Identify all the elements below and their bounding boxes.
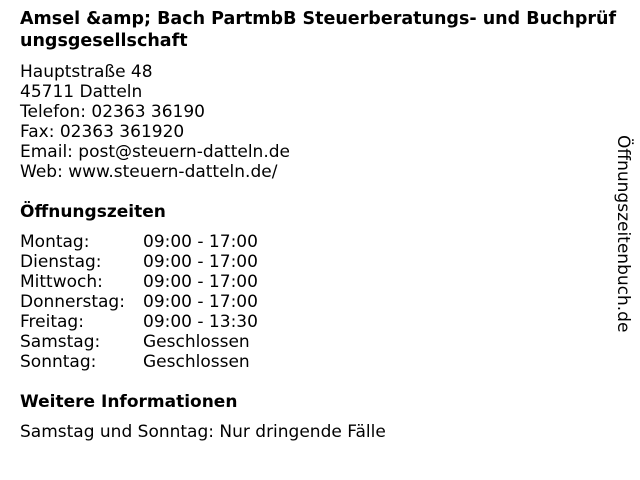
city-address: 45711 Datteln (20, 82, 143, 102)
fax-number: Fax: 02363 361920 (20, 122, 185, 142)
hours-row (20, 352, 620, 372)
hours-row (20, 252, 620, 272)
hours-time: 09:00 - 17:00 (143, 272, 258, 292)
business-name: Amsel &amp; Bach PartmbB Steuerberatungs- und Buchprüfungsgesellschaft (20, 9, 617, 51)
contact-block (20, 62, 620, 182)
hours-time: 09:00 - 17:00 (143, 252, 258, 272)
street-address: Hauptstraße 48 (20, 62, 153, 82)
hours-day: Freitag: (20, 312, 84, 332)
email-address: Email: post@steuern-datteln.de (20, 142, 290, 162)
hours-row (20, 232, 620, 252)
opening-hours-heading: Öffnungszeiten (20, 202, 166, 222)
hours-day: Montag: (20, 232, 90, 252)
listing-card (20, 8, 620, 442)
opening-hours-table (20, 232, 620, 372)
phone-number: Telefon: 02363 36190 (20, 102, 205, 122)
hours-time: 09:00 - 17:00 (143, 232, 258, 252)
website-address: Web: www.steuern-datteln.de/ (20, 162, 278, 182)
hours-day: Sonntag: (20, 352, 97, 372)
hours-time: Geschlossen (143, 332, 250, 352)
hours-day: Mittwoch: (20, 272, 103, 292)
hours-day: Samstag: (20, 332, 101, 352)
hours-time: 09:00 - 13:30 (143, 312, 258, 332)
hours-row (20, 312, 620, 332)
further-info-text: Samstag und Sonntag: Nur dringende Fälle (20, 422, 386, 442)
hours-time: 09:00 - 17:00 (143, 292, 258, 312)
hours-time: Geschlossen (143, 352, 250, 372)
site-brand-label: Öffnungszeitenbuch.de (613, 135, 633, 333)
hours-row (20, 292, 620, 312)
hours-row (20, 272, 620, 292)
hours-day: Dienstag: (20, 252, 102, 272)
hours-day: Donnerstag: (20, 292, 125, 312)
further-info-heading: Weitere Informationen (20, 392, 238, 412)
hours-row (20, 332, 620, 352)
